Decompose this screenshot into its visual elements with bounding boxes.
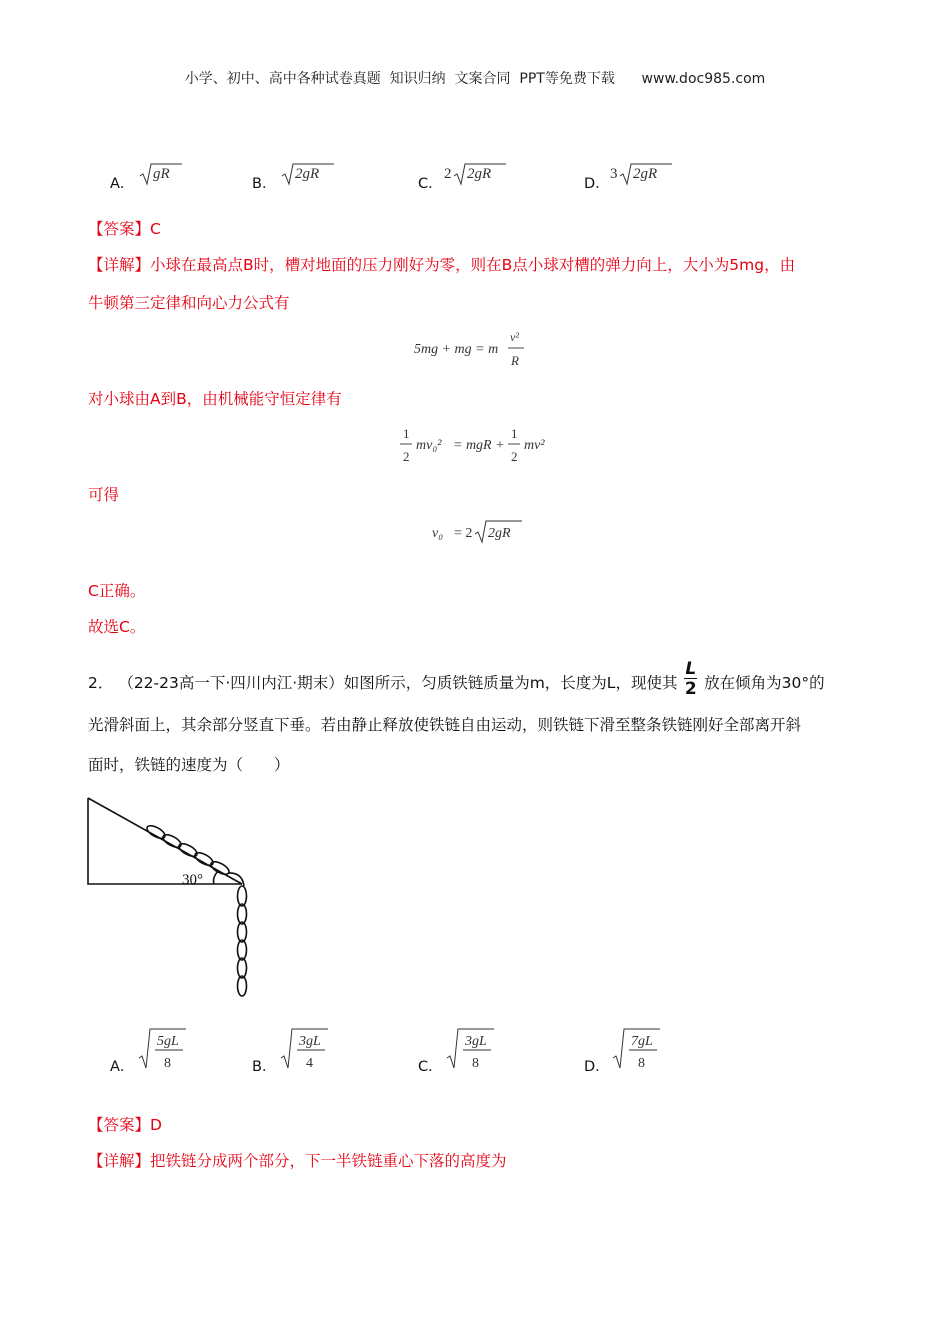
question-number: 2． [88, 674, 114, 692]
equation-energy [396, 420, 566, 470]
chain-link [238, 958, 247, 978]
chain-link [209, 859, 231, 877]
q1-energy-text: 对小球由A到B，由机械能守恒定律有 [88, 390, 342, 408]
chain-link [238, 904, 247, 924]
svg-text:mv²: mv² [524, 438, 545, 453]
stem-text: （22-23高一下·四川内江·期末）如图所示，匀质铁链质量为m，长度为L，现使其 [118, 674, 678, 692]
chain-link [238, 940, 247, 960]
chain-link [238, 976, 247, 996]
angle-label: 30° [182, 872, 203, 888]
svg-text:2: 2 [444, 166, 452, 182]
q2-answer [88, 1114, 162, 1136]
option-letter: A． [110, 1059, 135, 1075]
angle-arc [214, 871, 219, 884]
equation-result [430, 516, 540, 550]
q2-option-a[interactable] [110, 1026, 230, 1075]
equation-centripetal [410, 326, 550, 372]
svg-text:5mg + mg = m: 5mg + mg = m [414, 342, 499, 357]
option-letter: B． [252, 176, 277, 192]
svg-text:3gL: 3gL [465, 1034, 487, 1049]
incline-chain-figure [84, 792, 264, 1004]
q1-detail-line2: 牛顿第三定律和向心力公式有 [88, 294, 290, 312]
option-letter: D． [584, 1059, 610, 1075]
q1-option-b[interactable] [252, 160, 372, 194]
chain-link [238, 886, 247, 906]
q2-stem-line3: 面时，铁链的速度为（ ） [88, 756, 290, 774]
stem-text-2: 放在倾角为30°的 [704, 674, 825, 692]
svg-text:3gL: 3gL [299, 1034, 321, 1049]
q2-option-b[interactable] [252, 1026, 372, 1075]
svg-text:v²: v² [510, 330, 519, 344]
answer-label: 【答案】 [88, 220, 151, 238]
option-letter: D． [584, 176, 610, 192]
q2-stem-line2: 光滑斜面上，其余部分竖直下垂。若由静止释放使铁链自由运动，则铁链下滑至整条铁链刚好全部离开斜 [88, 716, 802, 734]
q1-option-d[interactable] [584, 160, 704, 194]
svg-text:2: 2 [403, 449, 410, 464]
detail-text: 把铁链分成两个部分，下一半铁链重心下落的高度为 [150, 1152, 507, 1170]
svg-text:3: 3 [610, 166, 618, 182]
page-header: 小学、初中、高中各种试卷真题 知识归纳 文案合同 PPT等免费下载 www.doc985.com [184, 71, 766, 87]
q1-choose: 故选C。 [88, 618, 146, 636]
svg-text:v₀: v₀ [432, 526, 444, 541]
svg-text:7gL: 7gL [631, 1034, 653, 1049]
svg-text:8: 8 [164, 1056, 171, 1071]
detail-label: 【详解】 [88, 1152, 151, 1170]
svg-text:2gR: 2gR [488, 526, 511, 541]
svg-text:5gL: 5gL [157, 1034, 179, 1049]
option-letter: A． [110, 176, 135, 192]
q2-option-d[interactable] [584, 1026, 704, 1075]
svg-text:2gR: 2gR [295, 166, 320, 182]
svg-text:2gR: 2gR [467, 166, 492, 182]
svg-text:mv₀²: mv₀² [416, 438, 442, 453]
detail-text: 小球在最高点B时，槽对地面的压力刚好为零，则在B点小球对槽的弹力向上，大小为5mg，由 [150, 256, 796, 274]
q1-option-c[interactable] [418, 160, 538, 194]
svg-text:1: 1 [403, 426, 410, 441]
svg-text:R: R [511, 353, 519, 368]
svg-text:= 2: = 2 [454, 526, 473, 541]
sqrt-expression [442, 160, 538, 190]
answer-label: 【答案】 [88, 1116, 151, 1134]
fraction-l-over-2: $\frac{L}{2}$ [684, 659, 697, 699]
svg-text:= mgR +: = mgR + [453, 438, 505, 453]
sqrt-fraction [278, 1026, 348, 1072]
option-letter: B． [252, 1059, 277, 1075]
svg-text:8: 8 [472, 1056, 479, 1071]
sqrt-fraction [610, 1026, 680, 1072]
sqrt-fraction [444, 1026, 514, 1072]
q1-result-text: 可得 [88, 486, 120, 504]
sqrt-fraction [136, 1026, 206, 1072]
q2-detail-line1 [88, 1150, 507, 1172]
sqrt-expression [136, 160, 226, 190]
option-letter: C． [418, 176, 443, 192]
chain-link [238, 922, 247, 942]
q1-answer [88, 218, 161, 240]
sqrt-expression [608, 160, 704, 190]
q2-option-c[interactable] [418, 1026, 538, 1075]
answer-value: D [150, 1116, 162, 1134]
q1-correct: C正确。 [88, 582, 146, 600]
svg-text:4: 4 [306, 1056, 313, 1071]
svg-text:gR: gR [153, 166, 170, 182]
svg-text:1: 1 [511, 426, 518, 441]
sqrt-expression [278, 160, 368, 190]
option-letter: C． [418, 1059, 443, 1075]
q1-option-a[interactable] [110, 160, 230, 194]
q2-stem-line1 [88, 659, 825, 703]
q1-detail-line1 [88, 254, 795, 276]
svg-text:2: 2 [511, 449, 518, 464]
svg-text:2gR: 2gR [633, 166, 658, 182]
svg-text:8: 8 [638, 1056, 645, 1071]
detail-label: 【详解】 [88, 256, 151, 274]
answer-value: C [150, 220, 161, 238]
